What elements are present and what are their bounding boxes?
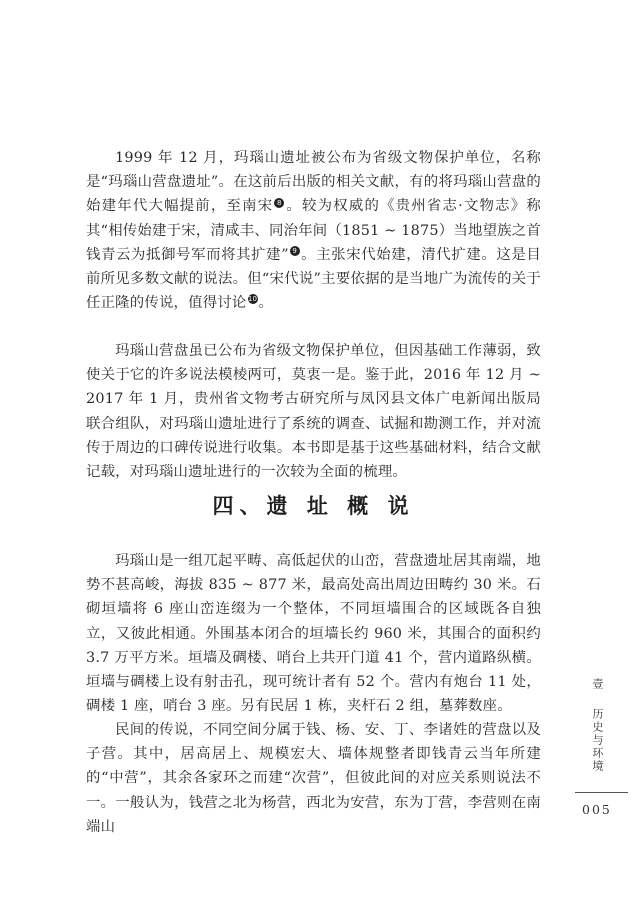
paragraph-1-text-d: 。 xyxy=(258,295,274,312)
sidebar-divider xyxy=(575,792,628,793)
footnote-marker-9[interactable]: 9 xyxy=(290,246,300,256)
footnote-marker-10[interactable]: 10 xyxy=(247,295,258,304)
paragraph-4 xyxy=(86,718,541,839)
paragraph-1 xyxy=(86,146,541,315)
page-number: 005 xyxy=(582,802,612,817)
paragraph-1-text-b: 。较为权威的《贵州省志·文物志》称其“相传始建于宋，清咸丰、同治年间（1851 ~ 1875）当地望族之首钱青云为抵御号军而将其扩建” xyxy=(86,198,541,263)
paragraph-1-text-a: 1999 年 12 月，玛瑙山遗址被公布为省级文物保护单位，名称是“玛瑙山营盘遗址”。在这前后出版的相关文献，有的将玛瑙山营盘的始建年代大幅提前，至南宋 xyxy=(86,150,541,215)
paragraph-2-text: 玛瑙山营盘虽已公布为省级文物保护单位，但因基础工作薄弱，致使关于它的许多说法模棱两可，莫衷一是。鉴于此，2016 年 12 月 ~ 2017 年 1 月，贵州省文物考古研究所与凤冈县文体广电新闻出版局联合组队，对玛瑙山遗址进行了系统的调查、试掘和勘测工作，并对流传于周边的口碑传说进行收集。本书即是基于这些基础材料，结合文献记载，对玛瑙山遗址进行的一次较为全面的梳理。 xyxy=(86,343,541,481)
footnote-marker-8[interactable]: 8 xyxy=(274,198,284,208)
paragraph-4-text: 民间的传说，不同空间分属于钱、杨、安、丁、李诸姓的营盘以及子营。其中，居高居上、规模宏大、墙体规整者即钱青云当年所建的“中营”，其余各家环之而建“次营”，但彼此间的对应关系则说法不一。一般认为，钱营之北为杨营，西北为安营，东为丁营，李营则在南端山 xyxy=(86,722,541,835)
chapter-number: 壹 xyxy=(591,678,604,691)
paragraph-3 xyxy=(86,549,541,718)
chapter-title: 历史与环境 xyxy=(591,708,604,773)
paragraph-1-text-c: 。主张宋代始建，清代扩建。这是目前所见多数文献的说法。但“宋代说”主要依据的是当地广为流传的关于任正隆的传说，值得讨论 xyxy=(86,246,541,312)
section-heading: 四、遗 址 概 说 xyxy=(212,493,415,518)
paragraph-2 xyxy=(86,339,541,484)
paragraph-3-text: 玛瑙山是一组兀起平畴、高低起伏的山峦，营盘遗址居其南端，地势不甚高峻，海拔 835 ~ 877 米，最高处高出周边田畴约 30 米。石砌垣墙将 6 座山峦连缀为一个整体，不同垣墙围合的区域既各自独立，又彼此相通。外围基本闭合的垣墙长约 960 米，其围合的面积约 3.7 万平方米。垣墙及碉楼、哨台上共开门道 41 个，营内道路纵横。垣墙与碉楼上设有射击孔，现可统计者有 52 个。营内有炮台 11 处，碉楼 1 座，哨台 3 座。另有民居 1 栋，夹杆石 2 组，墓葬数座。 xyxy=(86,553,541,715)
